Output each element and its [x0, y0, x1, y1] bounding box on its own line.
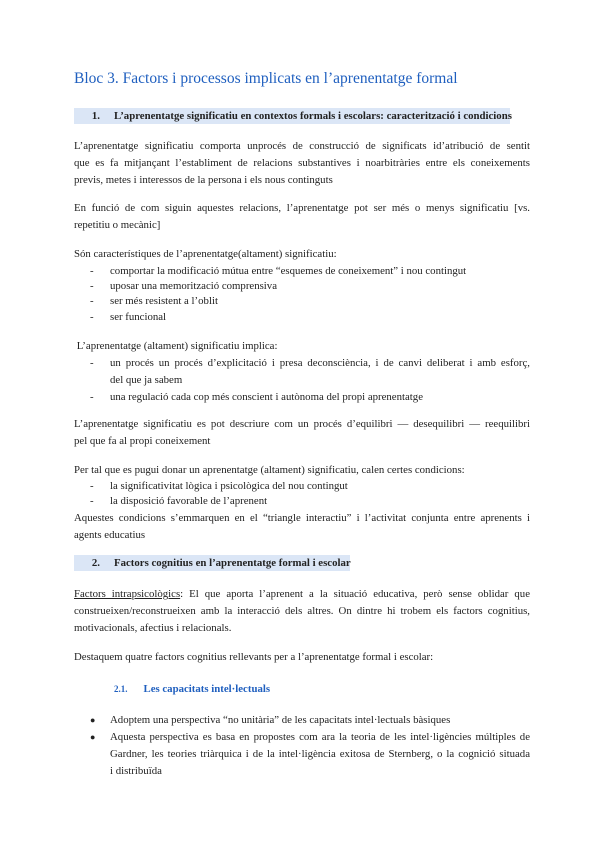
paragraph-text: : El que aporta l’aprenent a la situació educativa, però sense oblidar que: [180, 588, 530, 600]
list-item: [74, 264, 530, 279]
list-item-text: la disposició favorable de l’aprenent: [110, 495, 268, 508]
underlined-term: Factors intrapsicològics: [74, 588, 181, 600]
bullet-list: [74, 712, 530, 780]
dash-marker: -: [90, 391, 94, 403]
list-item-text: uposar una memorització comprensiva: [110, 280, 277, 293]
paragraph-line: Destaquem quatre factors cognitius rellevants per a l’aprenentatge formal i escolar:: [74, 651, 434, 663]
list-item-text: Gardner, les teories triàrquica i de la intel·ligència exitosa de Sternberg, o la cognició situada: [110, 748, 530, 760]
section-1-heading: [74, 108, 510, 124]
paragraph-1: [74, 138, 530, 189]
paragraph-line: L’aprenentatge (altament) significatiu implica:: [74, 340, 278, 352]
section-2-title: Factors cognitius en l’aprenentatge formal i escolar: [114, 557, 351, 569]
page-title: Bloc 3. Factors i processos implicats en l’aprenentatge formal: [74, 70, 458, 87]
implications-list: [74, 355, 530, 406]
dash-marker: -: [90, 310, 94, 323]
paragraph-6-intro: [74, 462, 530, 479]
dash-marker: -: [90, 495, 94, 508]
paragraph-line: Aquestes condicions s’emmarquen en el “triangle interactiu” i l’activitat conjunta entre aprenents i: [74, 512, 530, 524]
section-1-title: L’aprenentatge significatiu en contextos formals i escolars: caracterització i condicions: [114, 110, 512, 122]
list-item-text: Adoptem una perspectiva “no unitària” de les capacitats intel·lectuals bàsiques: [110, 714, 451, 726]
paragraph-2: [74, 200, 530, 234]
bullet-icon: ●: [90, 715, 96, 725]
list-item-text: la significativitat lògica i psicològica del nou contingut: [110, 480, 348, 492]
paragraph-line: En funció de com siguin aquestes relacions, l’aprenentatge pot ser més o menys significatiu [vs.: [74, 202, 530, 214]
list-item-text: ser funcional: [110, 310, 167, 323]
list-item: [74, 479, 530, 494]
list-item-text: una regulació cada cop més conscient i autònoma del propi aprenentatge: [110, 391, 423, 403]
list-item: [74, 389, 530, 406]
paragraph-line: L’aprenentatge significatiu es pot descriure com un procés d’equilibri — desequilibri — reequilibri: [74, 418, 530, 430]
paragraph-line: repetitiu o mecànic]: [74, 219, 161, 231]
list-item: [74, 294, 530, 309]
list-item: [74, 310, 530, 325]
list-item-text: un procés un procés d’explicitació i presa deconsciència, i de canvi deliberat i amb esforç,: [110, 357, 530, 369]
bullet-icon: ●: [90, 732, 96, 742]
paragraph-line: construeixen/reconstrueixen amb la interacció dels altres. On dintre hi trobem els factors cognitius,: [74, 605, 530, 617]
list-item-text: comportar la modificació mútua entre “esquemes de coneixement” i nou contingut: [110, 265, 467, 277]
list-item: [74, 355, 530, 389]
section-2-heading: [74, 555, 350, 571]
dash-marker: -: [90, 265, 94, 277]
paragraph-4-intro: [74, 338, 530, 355]
paragraph-line: pel que fa al propi coneixement: [74, 435, 211, 447]
list-item: [74, 279, 530, 294]
paragraph-8: [74, 649, 530, 666]
list-item-text: i distribuïda: [110, 765, 162, 777]
paragraph-line: motivacionals, afectius i relacionals.: [74, 622, 232, 634]
subsection-title: Les capacitats intel·lectuals: [143, 683, 271, 695]
dash-marker: -: [90, 295, 94, 308]
paragraph-line: agents educatius: [74, 529, 146, 541]
paragraph-line: L’aprenentatge significatiu comporta unprocés de construcció de significats id’atribució de sentit: [74, 140, 530, 152]
characteristics-list: [74, 264, 530, 325]
paragraph-line: Són característiques de l’aprenentatge(altament) significatiu:: [74, 248, 337, 260]
list-item-text: ser més resistent a l’oblit: [110, 295, 218, 308]
conditions-list: [74, 479, 530, 509]
list-item-text: Aquesta perspectiva es basa en propostes com ara la teoria de les intel·ligències múltiples de: [110, 731, 530, 743]
dash-marker: -: [90, 357, 94, 369]
paragraph-5: [74, 416, 530, 450]
paragraph-line: [74, 586, 530, 603]
subsection-number: 2.1.: [114, 684, 128, 694]
section-2-number: 2.: [91, 557, 100, 569]
dash-marker: -: [90, 480, 94, 492]
dash-marker: -: [90, 280, 94, 293]
subsection-2-1-heading: [114, 683, 270, 695]
section-1-number: 1.: [91, 110, 100, 122]
paragraph-line: previs, metes i interessos de la persona i els nous continguts: [74, 174, 333, 186]
paragraph-line: que es fa mitjançant l’establiment de relacions substantives i noarbitràries entre els coneixements: [74, 157, 530, 169]
paragraph-6-outro: [74, 510, 530, 544]
paragraph-7: [74, 586, 530, 637]
paragraph-line: Per tal que es pugui donar un aprenentatge (altament) significatiu, calen certes condicions:: [74, 464, 465, 476]
list-item: [74, 729, 530, 780]
list-item: [74, 494, 530, 509]
list-item: [74, 712, 530, 729]
list-item-text: del que ja sabem: [110, 374, 183, 386]
paragraph-3-intro: [74, 246, 530, 263]
